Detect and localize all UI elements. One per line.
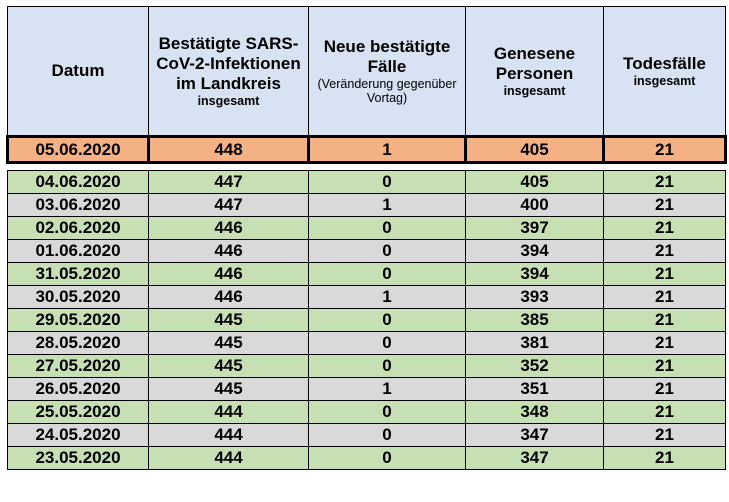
new-cases-cell: 0 bbox=[309, 424, 466, 447]
confirmed-cell: 447 bbox=[149, 194, 309, 217]
table-row bbox=[8, 355, 726, 378]
deaths-cell: 21 bbox=[604, 263, 726, 286]
date-cell: 29.05.2020 bbox=[8, 309, 149, 332]
table-row bbox=[8, 447, 726, 470]
table-row bbox=[8, 378, 726, 401]
new-cases-cell: 0 bbox=[309, 240, 466, 263]
date-cell: 25.05.2020 bbox=[8, 401, 149, 424]
table-row bbox=[8, 240, 726, 263]
table-row bbox=[8, 401, 726, 424]
confirmed-cell: 445 bbox=[149, 309, 309, 332]
new-cases-cell: 0 bbox=[309, 171, 466, 194]
table-row-current bbox=[8, 137, 726, 163]
confirmed-cell: 445 bbox=[149, 355, 309, 378]
confirmed-cell: 447 bbox=[149, 171, 309, 194]
header-genesene-sub: insgesamt bbox=[503, 83, 566, 98]
new-cases-cell: 0 bbox=[309, 309, 466, 332]
recovered-cell: 348 bbox=[466, 401, 604, 424]
new-cases-cell: 1 bbox=[309, 286, 466, 309]
new-cases-cell: 1 bbox=[309, 137, 466, 163]
recovered-cell: 405 bbox=[466, 137, 604, 163]
row-spacer bbox=[8, 163, 726, 171]
deaths-cell: 21 bbox=[604, 355, 726, 378]
new-cases-cell: 0 bbox=[309, 401, 466, 424]
header-todesfaelle bbox=[604, 7, 726, 137]
recovered-cell: 352 bbox=[466, 355, 604, 378]
date-cell: 05.06.2020 bbox=[8, 137, 149, 163]
recovered-cell: 394 bbox=[466, 263, 604, 286]
recovered-cell: 381 bbox=[466, 332, 604, 355]
date-cell: 23.05.2020 bbox=[8, 447, 149, 470]
table-body bbox=[8, 137, 726, 470]
confirmed-cell: 446 bbox=[149, 240, 309, 263]
recovered-cell: 405 bbox=[466, 171, 604, 194]
confirmed-cell: 446 bbox=[149, 286, 309, 309]
new-cases-cell: 1 bbox=[309, 378, 466, 401]
date-cell: 26.05.2020 bbox=[8, 378, 149, 401]
table-row bbox=[8, 263, 726, 286]
table-row bbox=[8, 309, 726, 332]
deaths-cell: 21 bbox=[604, 137, 726, 163]
date-cell: 01.06.2020 bbox=[8, 240, 149, 263]
header-bestaetigte bbox=[149, 7, 309, 137]
header-todesfaelle-sub: insgesamt bbox=[633, 73, 696, 88]
table-row bbox=[8, 171, 726, 194]
date-cell: 24.05.2020 bbox=[8, 424, 149, 447]
confirmed-cell: 445 bbox=[149, 378, 309, 401]
deaths-cell: 21 bbox=[604, 332, 726, 355]
recovered-cell: 385 bbox=[466, 309, 604, 332]
recovered-cell: 347 bbox=[466, 424, 604, 447]
deaths-cell: 21 bbox=[604, 447, 726, 470]
header-row bbox=[8, 7, 726, 137]
covid-stats-table bbox=[6, 6, 727, 470]
deaths-cell: 21 bbox=[604, 424, 726, 447]
confirmed-cell: 444 bbox=[149, 401, 309, 424]
table-row bbox=[8, 217, 726, 240]
new-cases-cell: 0 bbox=[309, 332, 466, 355]
table-row bbox=[8, 194, 726, 217]
new-cases-cell: 0 bbox=[309, 217, 466, 240]
recovered-cell: 400 bbox=[466, 194, 604, 217]
new-cases-cell: 0 bbox=[309, 263, 466, 286]
new-cases-cell: 0 bbox=[309, 447, 466, 470]
header-neue-label: Neue bestätigte Fälle bbox=[323, 37, 451, 76]
header-datum bbox=[8, 7, 149, 137]
deaths-cell: 21 bbox=[604, 286, 726, 309]
confirmed-cell: 445 bbox=[149, 332, 309, 355]
date-cell: 30.05.2020 bbox=[8, 286, 149, 309]
date-cell: 28.05.2020 bbox=[8, 332, 149, 355]
recovered-cell: 393 bbox=[466, 286, 604, 309]
date-cell: 02.06.2020 bbox=[8, 217, 149, 240]
table-row bbox=[8, 332, 726, 355]
confirmed-cell: 446 bbox=[149, 263, 309, 286]
header-bestaetigte-sub: insgesamt bbox=[197, 93, 260, 108]
date-cell: 27.05.2020 bbox=[8, 355, 149, 378]
header-genesene bbox=[466, 7, 604, 137]
deaths-cell: 21 bbox=[604, 401, 726, 424]
header-neue bbox=[309, 7, 466, 137]
date-cell: 31.05.2020 bbox=[8, 263, 149, 286]
deaths-cell: 21 bbox=[604, 217, 726, 240]
deaths-cell: 21 bbox=[604, 378, 726, 401]
date-cell: 04.06.2020 bbox=[8, 171, 149, 194]
new-cases-cell: 0 bbox=[309, 355, 466, 378]
confirmed-cell: 446 bbox=[149, 217, 309, 240]
table-row bbox=[8, 286, 726, 309]
confirmed-cell: 448 bbox=[149, 137, 309, 163]
row-spacer-cell bbox=[8, 163, 726, 171]
deaths-cell: 21 bbox=[604, 240, 726, 263]
deaths-cell: 21 bbox=[604, 171, 726, 194]
header-genesene-label: Genesene Personen bbox=[493, 43, 576, 83]
header-todesfaelle-label: Todesfälle bbox=[623, 53, 706, 73]
confirmed-cell: 444 bbox=[149, 447, 309, 470]
covid-stats-table-container bbox=[6, 6, 724, 496]
recovered-cell: 397 bbox=[466, 217, 604, 240]
table-row bbox=[8, 424, 726, 447]
deaths-cell: 21 bbox=[604, 194, 726, 217]
new-cases-cell: 1 bbox=[309, 194, 466, 217]
recovered-cell: 351 bbox=[466, 378, 604, 401]
recovered-cell: 394 bbox=[466, 240, 604, 263]
recovered-cell: 347 bbox=[466, 447, 604, 470]
header-datum-label: Datum bbox=[51, 61, 105, 80]
header-bestaetigte-label: Bestätigte SARS-CoV-2-Infektionen im Landkreis bbox=[156, 33, 301, 93]
date-cell: 03.06.2020 bbox=[8, 194, 149, 217]
header-neue-note: (Veränderung gegenüber Vortag) bbox=[317, 77, 457, 105]
deaths-cell: 21 bbox=[604, 309, 726, 332]
confirmed-cell: 444 bbox=[149, 424, 309, 447]
